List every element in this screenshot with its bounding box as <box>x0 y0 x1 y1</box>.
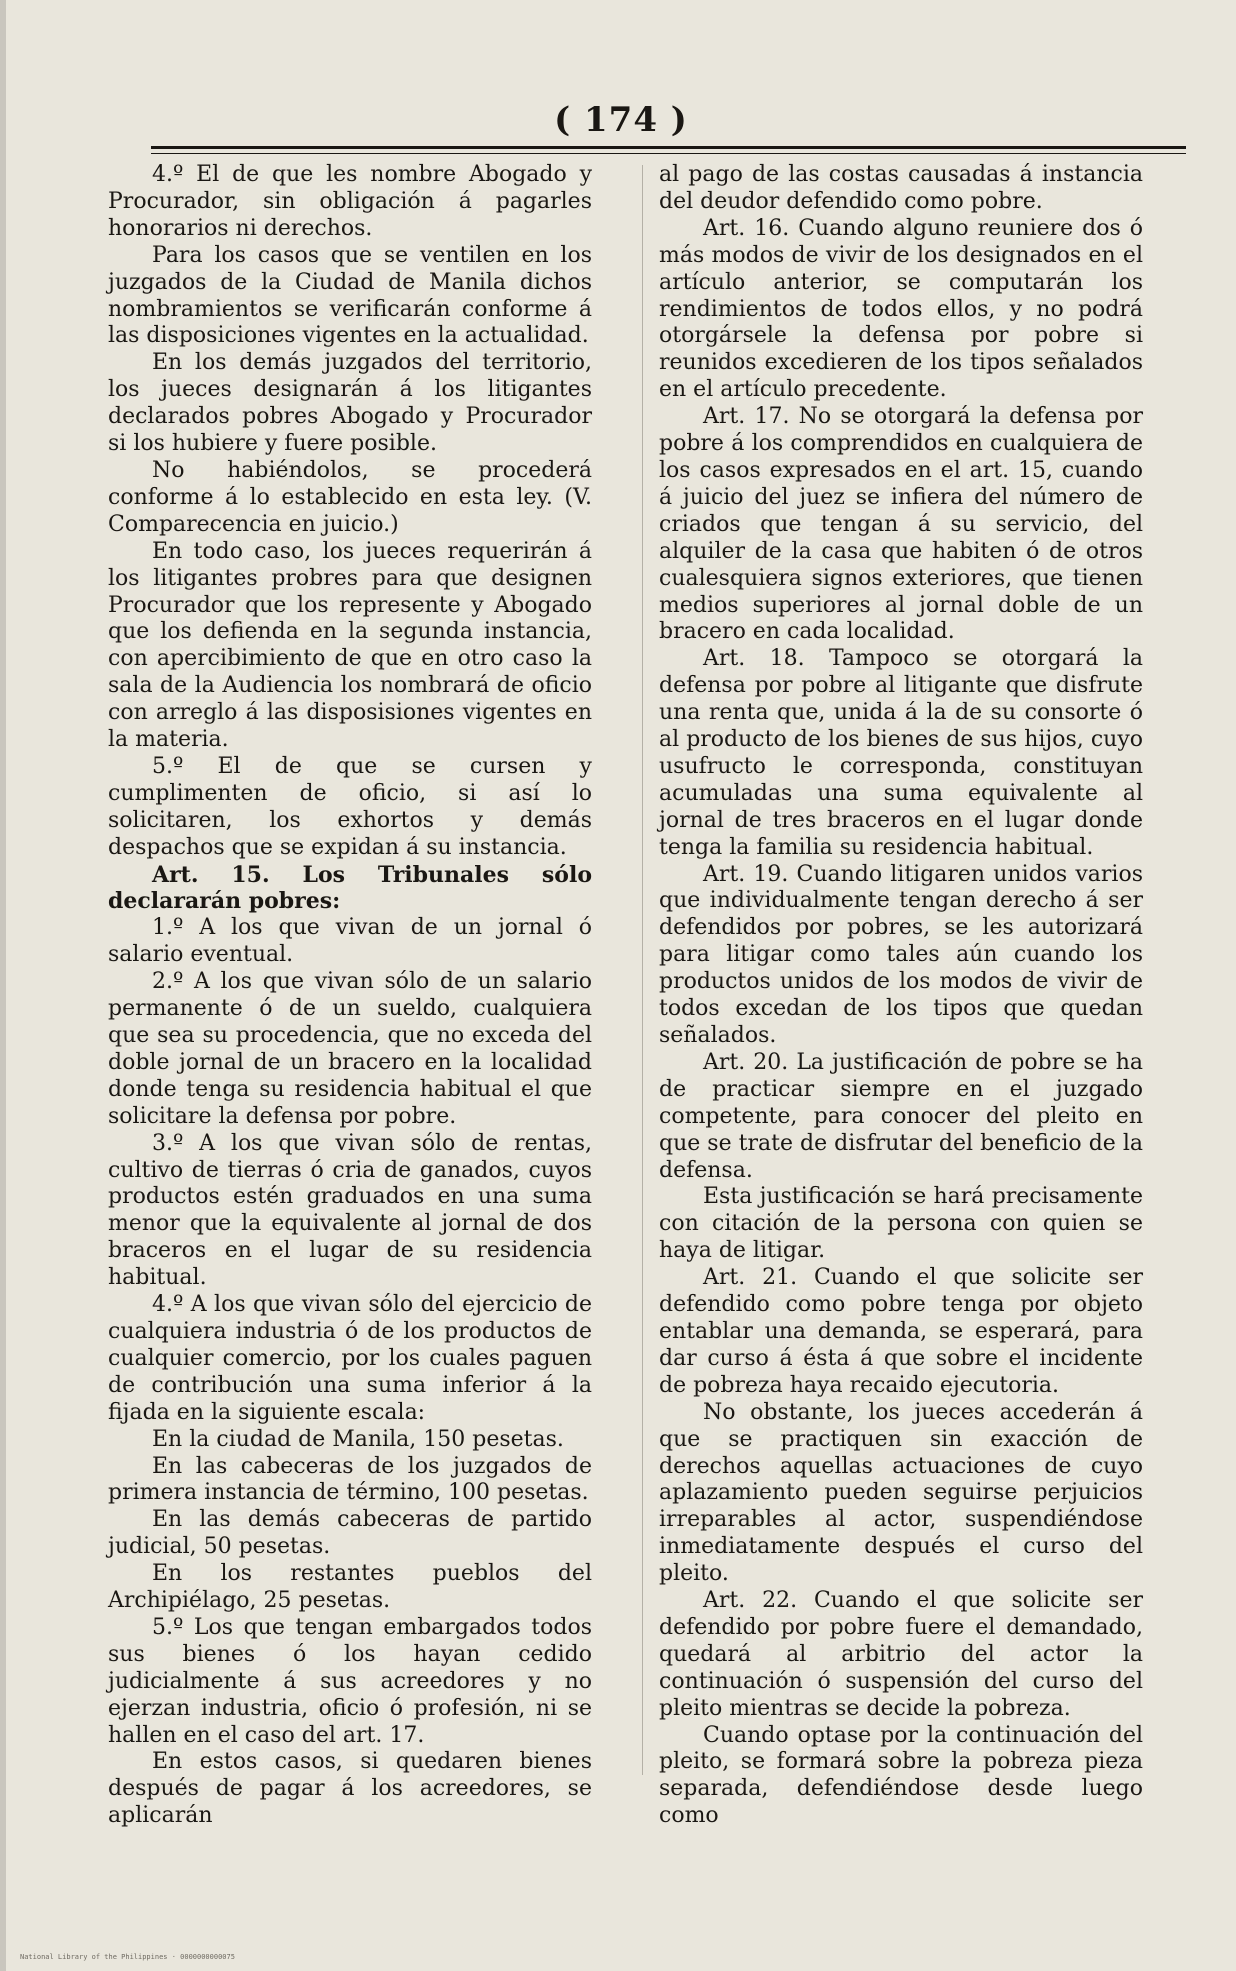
paragraph: 4.º A los que vivan sólo del ejercicio de cualquiera industria ó de los productos de cualquier comercio, por los cuales paguen de contribución una suma inferior á la fijada en la siguiente escala: <box>108 1292 592 1425</box>
paragraph: En las cabeceras de los juzgados de primera instancia de término, 100 pesetas. <box>108 1453 592 1506</box>
paragraph: 1.º A los que vivan de un jornal ó salario eventual. <box>108 915 592 968</box>
page-number: ( 174 ) <box>554 100 688 140</box>
paragraph: En los demás juzgados del territorio, los jueces designarán á los litigantes declarados pobres Abogado y Procurador si los hubiere y fuere posible. <box>108 350 592 457</box>
paragraph: Esta justificación se hará precisamente con citación de la persona con quien se haya de litigar. <box>659 1184 1143 1264</box>
paragraph: Art. 21. Cuando el que solicite ser defendido como pobre tenga por objeto entablar una demanda, se esperará, para dar curso á ésta á que sobre el incidente de pobreza haya recaido ejecutoria. <box>659 1265 1143 1398</box>
left-column <box>108 162 592 1830</box>
right-column <box>659 162 1143 1830</box>
scan-footer: National Library of the Philippines · 0000000000075 <box>20 1953 235 1961</box>
paragraph: 4.º El de que les nombre Abogado y Procurador, sin obligación á pagarles honorarios ni derechos. <box>108 162 592 241</box>
paragraph: Art. 16. Cuando alguno reuniere dos ó más modos de vivir de los designados en el artículo anterior, se computarán los rendimientos de todos ellos, y no podrá otorgársele la defensa por pobre si reunidos excedieren de los tipos señalados en el artículo precedente. <box>659 215 1143 403</box>
paragraph: Art. 19. Cuando litigaren unidos varios que individualmente tengan derecho á ser defendidos por pobres, se les autorizará para litigar como tales aún cuando los productos unidos de los modos de vivir de todos excedan de los tipos que quedan señalados. <box>659 861 1143 1048</box>
book-page <box>6 0 1236 1971</box>
paragraph: Art. 22. Cuando el que solicite ser defendido por pobre fuere el demandado, quedará al arbitrio del actor la continuación ó suspensión del curso del pleito mientras se decide la pobreza. <box>659 1588 1143 1721</box>
paragraph: No obstante, los jueces accederán á que se practiquen sin exacción de derechos aquellas actuaciones de cuyo aplazamiento pueden seguirse perjuicios irreparables al actor, suspendiéndose inmediatamente después el curso del pleito. <box>659 1399 1143 1587</box>
paragraph: En la ciudad de Manila, 150 pesetas. <box>152 1426 564 1452</box>
paragraph: 5.º El de que se cursen y cumplimenten de oficio, si así lo solicitaren, los exhortos y demás despachos que se expidan á su instancia. <box>108 753 592 860</box>
article-heading: Art. 15. Los Tribunales sólo declararán pobres: <box>108 861 592 915</box>
paragraph: al pago de las costas causadas á instancia del deudor defendido como pobre. <box>659 162 1143 214</box>
header-rule-thin <box>151 153 1186 154</box>
paragraph: Art. 17. No se otorgará la defensa por pobre á los comprendidos en cualquiera de los casos expresados en el art. 15, cuando á juicio del juez se infiera del número de criados que tengan á su servicio, del alquiler de la casa que habiten ó de otros cualesquiera signos exteriores, que tienen medios superiores al jornal doble de un bracero en cada localidad. <box>659 404 1143 645</box>
paragraph: 2.º A los que vivan sólo de un salario permanente ó de un sueldo, cualquiera que sea su procedencia, que no exceda del doble jornal de un bracero en la localidad donde tenga su residencia habitual el que solicitare la defensa por pobre. <box>108 969 592 1129</box>
header-rule-thick <box>151 146 1186 149</box>
paragraph: No habiéndolos, se procederá conforme á lo establecido en esta ley. (V. Comparecencia en juicio.) <box>108 457 592 537</box>
paragraph: Art. 20. La justificación de pobre se ha de practicar siempre en el juzgado competente, para conocer del pleito en que se trate de disfrutar del beneficio de la defensa. <box>659 1049 1143 1183</box>
paragraph: En todo caso, los jueces requerirán á los litigantes probres para que designen Procurador que los represente y Abogado que los defienda en la segunda instancia, con apercibimiento de que en otro caso la sala de la Audiencia los nombrará de oficio con arreglo á las disposisiones vigentes en la materia. <box>108 538 592 753</box>
paragraph: En las demás cabeceras de partido judicial, 50 pesetas. <box>108 1507 592 1560</box>
paragraph: 5.º Los que tengan embargados todos sus bienes ó los hayan cedido judicialmente á sus acreedores y no ejerzan industria, oficio ó profesión, ni se hallen en el caso del art. 17. <box>108 1614 592 1748</box>
paragraph: 3.º A los que vivan sólo de rentas, cultivo de tierras ó cria de ganados, cuyos productos estén graduados en una suma menor que la equivalente al jornal de dos braceros en el lugar de su residencia habitual. <box>108 1130 592 1291</box>
paragraph: Art. 18. Tampoco se otorgará la defensa por pobre al litigante que disfrute una renta que, unida á la de su consorte ó al producto de los bienes de sus hijos, cuyo usufructo le corresponda, constituyan acumuladas una suma equivalente al jornal de tres braceros en el lugar donde tenga la familia su residencia habitual. <box>659 646 1143 860</box>
paragraph: Para los casos que se ventilen en los juzgados de la Ciudad de Manila dichos nombramientos se verificarán conforme á las disposiciones vigentes en la actualidad. <box>108 242 592 349</box>
paragraph: En los restantes pueblos del Archipiélago, 25 pesetas. <box>108 1561 592 1614</box>
paragraph: En estos casos, si quedaren bienes después de pagar á los acreedores, se aplicarán <box>108 1749 592 1829</box>
paragraph: Cuando optase por la continuación del pleito, se formará sobre la pobreza pieza separada, defendiéndose desde luego como <box>659 1722 1143 1829</box>
column-divider <box>642 165 643 1775</box>
